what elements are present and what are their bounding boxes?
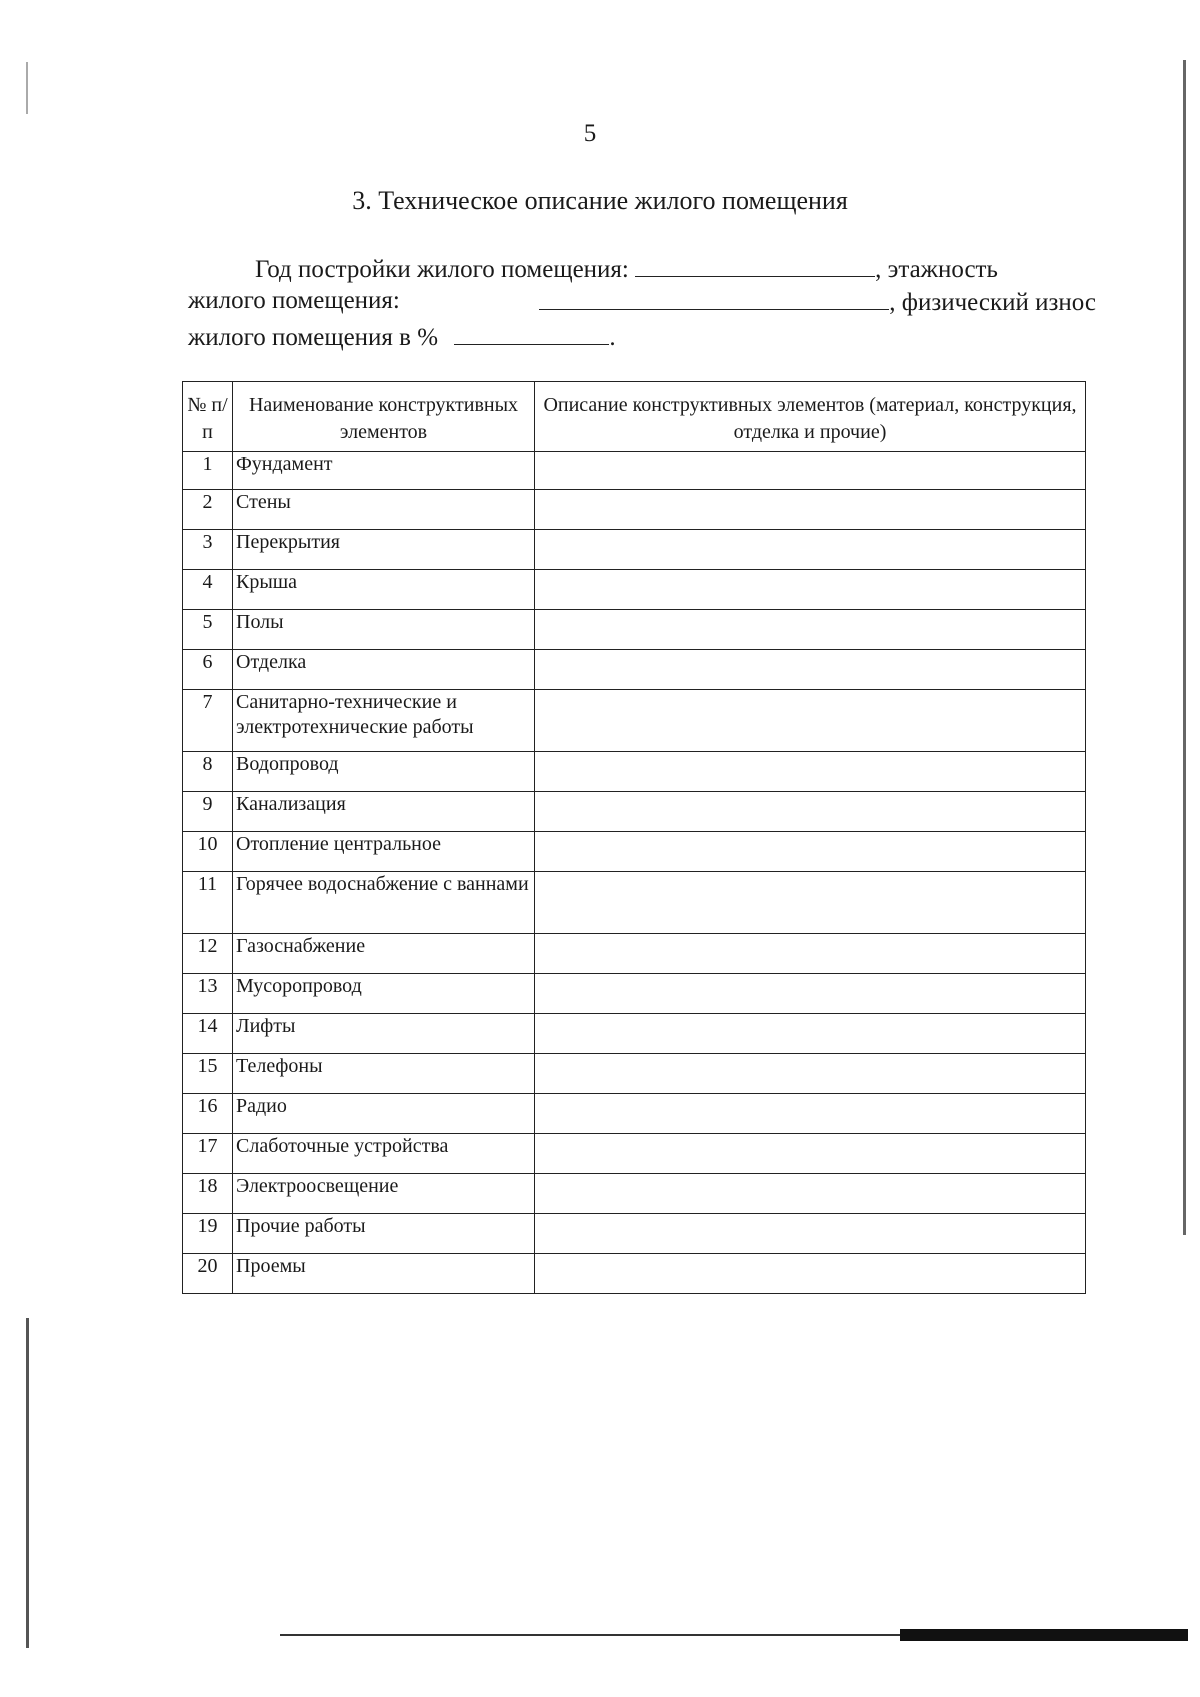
- table-row: [183, 610, 1086, 650]
- table-row: [183, 530, 1086, 570]
- row-description[interactable]: [535, 650, 1086, 690]
- row-name: Водопровод: [233, 752, 535, 792]
- row-description[interactable]: [535, 974, 1086, 1014]
- row-description[interactable]: [535, 610, 1086, 650]
- row-num: 10: [183, 832, 233, 872]
- row-description[interactable]: [535, 872, 1086, 934]
- header-name: Наименование конструктивных элементов: [233, 382, 535, 452]
- section-title: 3. Техническое описание жилого помещения: [352, 186, 848, 215]
- header-num: № п/п: [183, 382, 233, 452]
- floors-field[interactable]: [539, 285, 889, 310]
- row-num: 9: [183, 792, 233, 832]
- row-description[interactable]: [535, 530, 1086, 570]
- table-row: [183, 1254, 1086, 1294]
- scan-edge-line: [26, 62, 28, 114]
- row-num: 7: [183, 690, 233, 752]
- page-number: 5: [583, 120, 597, 147]
- table-row: [183, 792, 1086, 832]
- table-row: [183, 1094, 1086, 1134]
- info-line: [188, 252, 1096, 286]
- scan-edge-line: [26, 1318, 29, 1648]
- scan-bottom-bar: [900, 1629, 1188, 1641]
- table-row: [183, 1174, 1086, 1214]
- row-name: Фундамент: [233, 452, 535, 490]
- row-description[interactable]: [535, 1174, 1086, 1214]
- row-name: Полы: [233, 610, 535, 650]
- table-row: [183, 650, 1086, 690]
- year-built-field[interactable]: [635, 252, 875, 277]
- row-description[interactable]: [535, 570, 1086, 610]
- row-num: 2: [183, 490, 233, 530]
- row-num: 8: [183, 752, 233, 792]
- row-description[interactable]: [535, 690, 1086, 752]
- row-num: 14: [183, 1014, 233, 1054]
- row-name: Телефоны: [233, 1054, 535, 1094]
- info-label: жилого помещения в %: [188, 324, 439, 351]
- info-line: [188, 285, 1096, 319]
- table-row: [183, 974, 1086, 1014]
- row-num: 11: [183, 872, 233, 934]
- row-num: 19: [183, 1214, 233, 1254]
- row-name: Отделка: [233, 650, 535, 690]
- table-row: [183, 452, 1086, 490]
- row-num: 18: [183, 1174, 233, 1214]
- row-name: Прочие работы: [233, 1214, 535, 1254]
- table-row: [183, 1014, 1086, 1054]
- row-description[interactable]: [535, 752, 1086, 792]
- table-row: [183, 490, 1086, 530]
- info-label: жилого помещения:: [188, 287, 400, 314]
- scan-bottom-line: [280, 1634, 900, 1636]
- row-name: Отопление центральное: [233, 832, 535, 872]
- row-name: Лифты: [233, 1014, 535, 1054]
- row-description[interactable]: [535, 1254, 1086, 1294]
- table-row: [183, 832, 1086, 872]
- table-row: [183, 934, 1086, 974]
- info-label: Год постройки жилого помещения:: [255, 256, 629, 283]
- row-num: 17: [183, 1134, 233, 1174]
- row-num: 5: [183, 610, 233, 650]
- row-name: Газоснабжение: [233, 934, 535, 974]
- row-num: 20: [183, 1254, 233, 1294]
- row-name: Проемы: [233, 1254, 535, 1294]
- row-description[interactable]: [535, 934, 1086, 974]
- row-name: Канализация: [233, 792, 535, 832]
- row-name: Санитарно-технические и электротехнические работы: [233, 690, 535, 752]
- table-row: [183, 1134, 1086, 1174]
- table-row: [183, 752, 1086, 792]
- row-name: Мусоропровод: [233, 974, 535, 1014]
- physical-wear-field[interactable]: [454, 320, 609, 345]
- row-description[interactable]: [535, 1214, 1086, 1254]
- scan-edge-line: [1183, 60, 1186, 1235]
- construction-elements-table: [182, 381, 1086, 1294]
- table-row: [183, 570, 1086, 610]
- row-num: 16: [183, 1094, 233, 1134]
- row-num: 13: [183, 974, 233, 1014]
- row-name: Слаботочные устройства: [233, 1134, 535, 1174]
- row-description[interactable]: [535, 832, 1086, 872]
- row-name: Крыша: [233, 570, 535, 610]
- row-num: 3: [183, 530, 233, 570]
- info-label: .: [609, 324, 616, 351]
- row-description[interactable]: [535, 1094, 1086, 1134]
- table-row: [183, 1214, 1086, 1254]
- row-num: 4: [183, 570, 233, 610]
- info-label: , физический износ: [889, 289, 1096, 316]
- info-label: , этажность: [875, 256, 998, 283]
- row-description[interactable]: [535, 1054, 1086, 1094]
- table-row: [183, 690, 1086, 752]
- row-name: Перекрытия: [233, 530, 535, 570]
- row-description[interactable]: [535, 1014, 1086, 1054]
- row-name: Стены: [233, 490, 535, 530]
- row-description[interactable]: [535, 792, 1086, 832]
- row-description[interactable]: [535, 452, 1086, 490]
- row-name: Горячее водоснабжение с ваннами: [233, 872, 535, 934]
- table-row: [183, 872, 1086, 934]
- row-description[interactable]: [535, 490, 1086, 530]
- header-description: Описание конструктивных элементов (материал, конструкция, отделка и прочие): [535, 382, 1086, 452]
- row-num: 1: [183, 452, 233, 490]
- table-row: [183, 1054, 1086, 1094]
- row-description[interactable]: [535, 1134, 1086, 1174]
- row-num: 6: [183, 650, 233, 690]
- table-header-row: [183, 382, 1086, 452]
- info-line: [188, 320, 1096, 354]
- row-num: 12: [183, 934, 233, 974]
- row-name: Радио: [233, 1094, 535, 1134]
- row-num: 15: [183, 1054, 233, 1094]
- row-name: Электроосвещение: [233, 1174, 535, 1214]
